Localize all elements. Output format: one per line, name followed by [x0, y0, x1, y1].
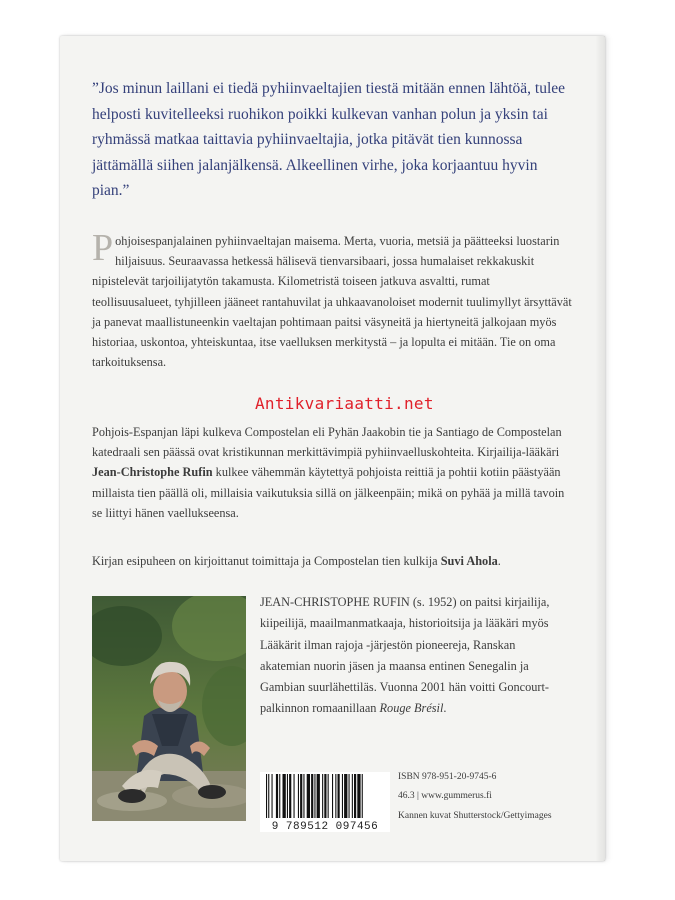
barcode-bar: [272, 774, 273, 818]
barcode-bar: [332, 774, 333, 818]
bio-end: .: [443, 701, 447, 716]
isbn-text: ISBN 978-951-20-9745-6: [398, 772, 497, 782]
barcode-bar: [335, 774, 336, 818]
paragraph-3-text-start: Kirjan esipuheen on kirjoittanut toimittaja ja Compostelan tien kulkija: [92, 554, 441, 568]
barcode-bar: [289, 774, 291, 818]
blurb-quote: ”Jos minun laillani ei tiedä pyhiinvaeltajien tiestä mitään ennen lähtöä, tulee helposti kuvitelleeksi ruohikon poikki kulkevan vanhan polun ja yksin tai ryhmässä matkaa taittavia pyhiinvaeltajia, jotka pitävät tien kunnossa jättämällä siihen jalanjälkensä. Alkeellinen virhe, joka korjaantuu hyvin pian.”: [92, 80, 566, 199]
barcode-bar: [268, 774, 269, 818]
barcode-bar: [344, 774, 347, 818]
barcode-bar: [276, 774, 278, 818]
description-paragraph-3: [92, 551, 572, 571]
barcode-bar: [349, 774, 350, 818]
paragraph-1-text: ohjoisespanjalainen pyhiinvaeltajan maisema. Merta, vuoria, metsiä ja päätteeksi luostarin hiljaisuus. Seuraavassa hetkessä hälisevä tienvarsibaari, jossa humalaiset rekkakuskit nipistelevät tarjoilijatytön takamusta. Kilometristä toiseen jatkuva asvaltti, rumat teollisuusalueet, tyhjilleen jääneet rantahuvilat ja uhkaavanoloiset modernit tuulimyllyt ärsyttävät ja panevat maallistuneenkin vaeltajan pohtimaan paitsi väsyneitä ja hiertyneitä jalkojaan myös historiaa, uskontoa, yhteiskuntaa, itse vaelluksen merkitystä – ja lopulta ei mitään. Tie on oma tarkoituksensa.: [92, 234, 572, 370]
barcode-bar: [324, 774, 326, 818]
barcode-bar: [322, 774, 323, 818]
barcode-bar: [328, 774, 329, 818]
barcode-bar: [342, 774, 343, 818]
barcode-bar: [307, 774, 310, 818]
publisher-line: 46.3 | www.gummerus.fi: [398, 791, 492, 801]
barcode-number: 9 789512 097456: [271, 821, 379, 833]
author-name-bold: Jean-Christophe Rufin: [92, 465, 213, 480]
drop-cap: P: [92, 227, 114, 269]
barcode-bar: [298, 774, 299, 818]
barcode-bar: [279, 774, 280, 818]
barcode-bar: [357, 774, 360, 818]
barcode-bar: [303, 774, 304, 818]
image-credits: Kannen kuvat Shutterstock/Gettyimages: [398, 811, 552, 821]
barcode-bar: [317, 774, 320, 818]
author-biography: [260, 592, 550, 720]
barcode-bar: [354, 774, 356, 818]
barcode-bar: [287, 774, 288, 818]
barcode-bar: [266, 774, 267, 818]
barcode-bar: [311, 774, 313, 818]
author-photo: [92, 596, 246, 821]
barcode-bar: [352, 774, 353, 818]
barcode-bar: [300, 774, 302, 818]
novel-title: Rouge Brésil: [379, 701, 444, 716]
barcode-bar: [338, 774, 340, 818]
barcode-bars: [260, 772, 390, 820]
cover-edge-shadow: [595, 36, 605, 861]
watermark-text: Antikvariaatti.net: [255, 394, 434, 413]
bio-text: JEAN-CHRISTOPHE RUFIN (s. 1952) on paitsi kirjailija, kiipeilijä, maailmanmatkaaja, historioitsija ja lääkäri myös Lääkärit ilman rajoja -järjestön pioneereja, Ranskan akatemian nuorin jäsen ja maansa entinen Senegalin ja Gambian suurlähettiläs. Vuonna 2001 hän voitti Goncourt-palkinnon romaanillaan: [260, 595, 550, 716]
barcode-bar: [294, 774, 295, 818]
book-back-cover: [60, 36, 605, 861]
barcode-bar: [362, 774, 363, 818]
paragraph-3-text-end: .: [497, 554, 501, 568]
description-paragraph-2: [92, 422, 572, 523]
barcode-bar: [283, 774, 286, 818]
barcode-bar: [314, 774, 315, 818]
preface-author-bold: Suvi Ahola: [440, 554, 498, 568]
paragraph-2-text-end: kulkee vähemmän käytettyä pohjoista reittiä ja pohtii kotiin päästyään millaista tien päällä oli, millaisia vaikutuksia sillä on jälkeenpäin; mikä on pyhää ja millä tavoin se liittyi hänen vaellukseensa.: [92, 465, 565, 520]
description-paragraph-1: [92, 227, 572, 372]
isbn-barcode: [260, 772, 390, 832]
paragraph-2-text-start: Pohjois-Espanjan läpi kulkeva Compostelan eli Pyhän Jaakobin tie ja Santiago de Compostelan katedraali sen päässä ovat kristikunnan merkittävimpiä pyhiinvaelluskohteita. Kirjailija-lääkäri: [92, 425, 562, 460]
